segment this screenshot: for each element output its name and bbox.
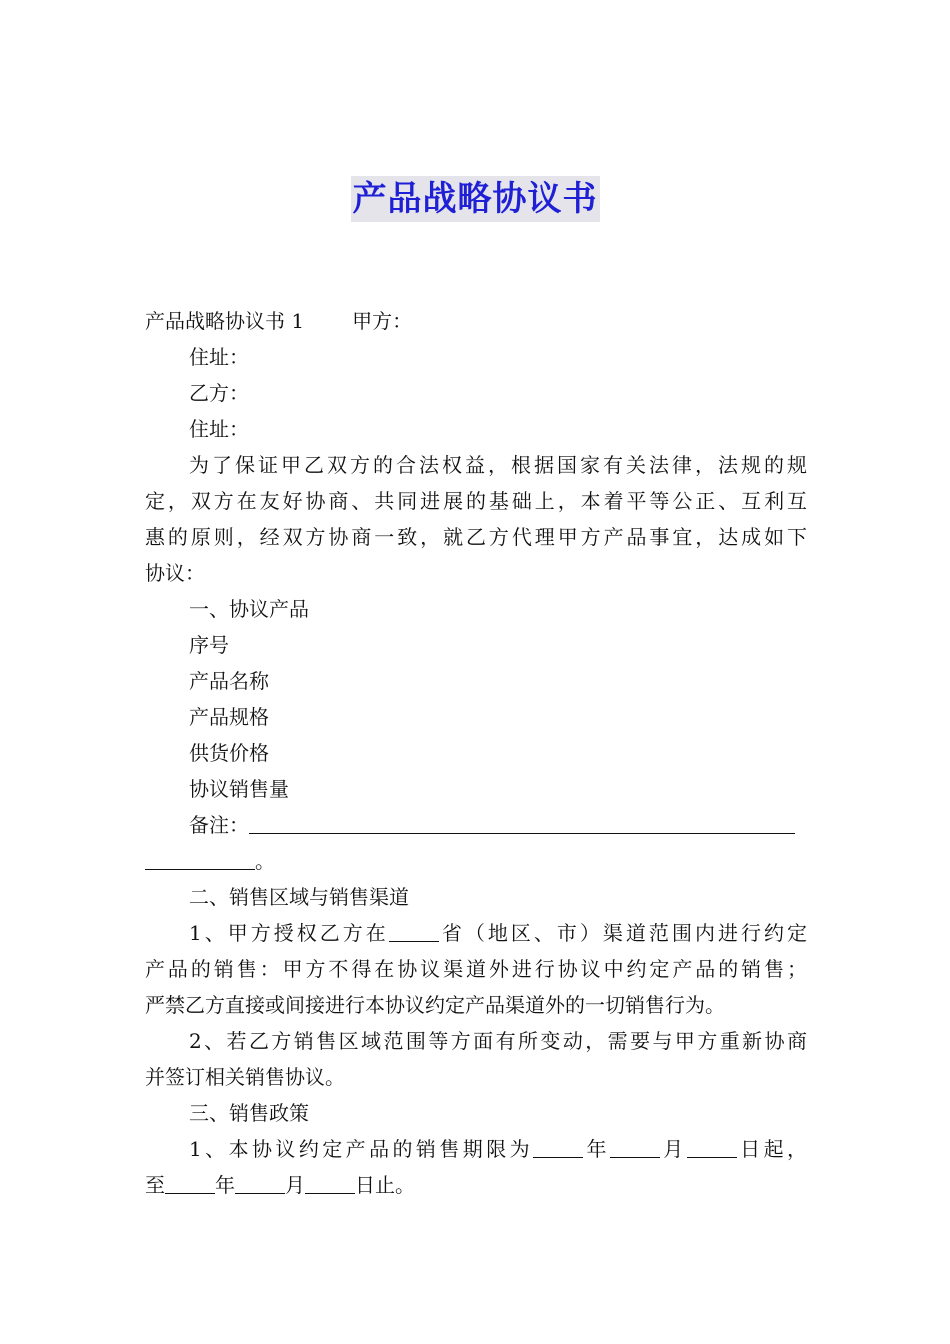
field-product-spec: 产品规格 xyxy=(189,705,269,729)
start-year-blank[interactable] xyxy=(533,1133,583,1158)
intro-line-1: 为了保证甲乙双方的合法权益，根据国家有关法律，法规的规 xyxy=(189,453,807,477)
section3-heading: 三、销售政策 xyxy=(189,1101,309,1125)
province-blank[interactable] xyxy=(389,917,439,942)
section2-p2-line-2: 并签订相关销售协议。 xyxy=(145,1065,345,1089)
field-supply-price: 供货价格 xyxy=(189,741,269,765)
section2-p2-line-1: 2、若乙方销售区域范围等方面有所变动，需要与甲方重新协商 xyxy=(189,1029,807,1053)
intro-line-3: 惠的原则，经双方协商一致，就乙方代理甲方产品事宜，达成如下 xyxy=(145,525,807,549)
remark-blank-cont[interactable] xyxy=(145,845,255,870)
document-body xyxy=(145,303,807,1203)
party-a-address: 住址： xyxy=(189,345,249,369)
document-title: 产品战略协议书 xyxy=(351,176,600,222)
section2-p1-line-3: 严禁乙方直接或间接进行本协议约定产品渠道外的一切销售行为。 xyxy=(145,993,725,1017)
section3-p1-line-2: 至 年 月 日止。 xyxy=(145,1167,807,1203)
start-day-blank[interactable] xyxy=(687,1133,737,1158)
end-day-blank[interactable] xyxy=(305,1169,355,1194)
remark-continuation xyxy=(145,843,807,879)
title-container xyxy=(0,176,950,222)
remark-line xyxy=(145,807,807,843)
field-product-name: 产品名称 xyxy=(189,669,269,693)
end-year-blank[interactable] xyxy=(165,1169,215,1194)
intro-line-2: 定，双方在友好协商、共同进展的基础上，本着平等公正、互利互 xyxy=(145,489,807,513)
section2-p1-line-2: 产品的销售：甲方不得在协议渠道外进行协议中约定产品的销售； xyxy=(145,957,807,981)
remark-blank[interactable] xyxy=(249,809,795,834)
intro-line-4: 协议： xyxy=(145,561,205,585)
field-serial: 序号 xyxy=(189,633,229,657)
doc-reference: 产品战略协议书 1 xyxy=(145,309,305,333)
section2-p1-line-1: 1、甲方授权乙方在 省（地区、市）渠道范围内进行约定 xyxy=(145,915,807,951)
remark-label: 备注： xyxy=(189,813,249,837)
section3-p1-line-1: 1、本协议约定产品的销售期限为 年 月 日起， xyxy=(145,1131,807,1167)
remark-end: 。 xyxy=(255,849,275,873)
start-month-blank[interactable] xyxy=(610,1133,660,1158)
end-month-blank[interactable] xyxy=(235,1169,285,1194)
field-sales-volume: 协议销售量 xyxy=(189,777,289,801)
section1-heading: 一、协议产品 xyxy=(189,597,309,621)
party-a-label: 甲方： xyxy=(352,309,413,333)
header-line xyxy=(145,303,807,339)
party-b-label: 乙方： xyxy=(189,381,249,405)
party-b-address: 住址： xyxy=(189,417,249,441)
section2-heading: 二、销售区域与销售渠道 xyxy=(189,885,409,909)
